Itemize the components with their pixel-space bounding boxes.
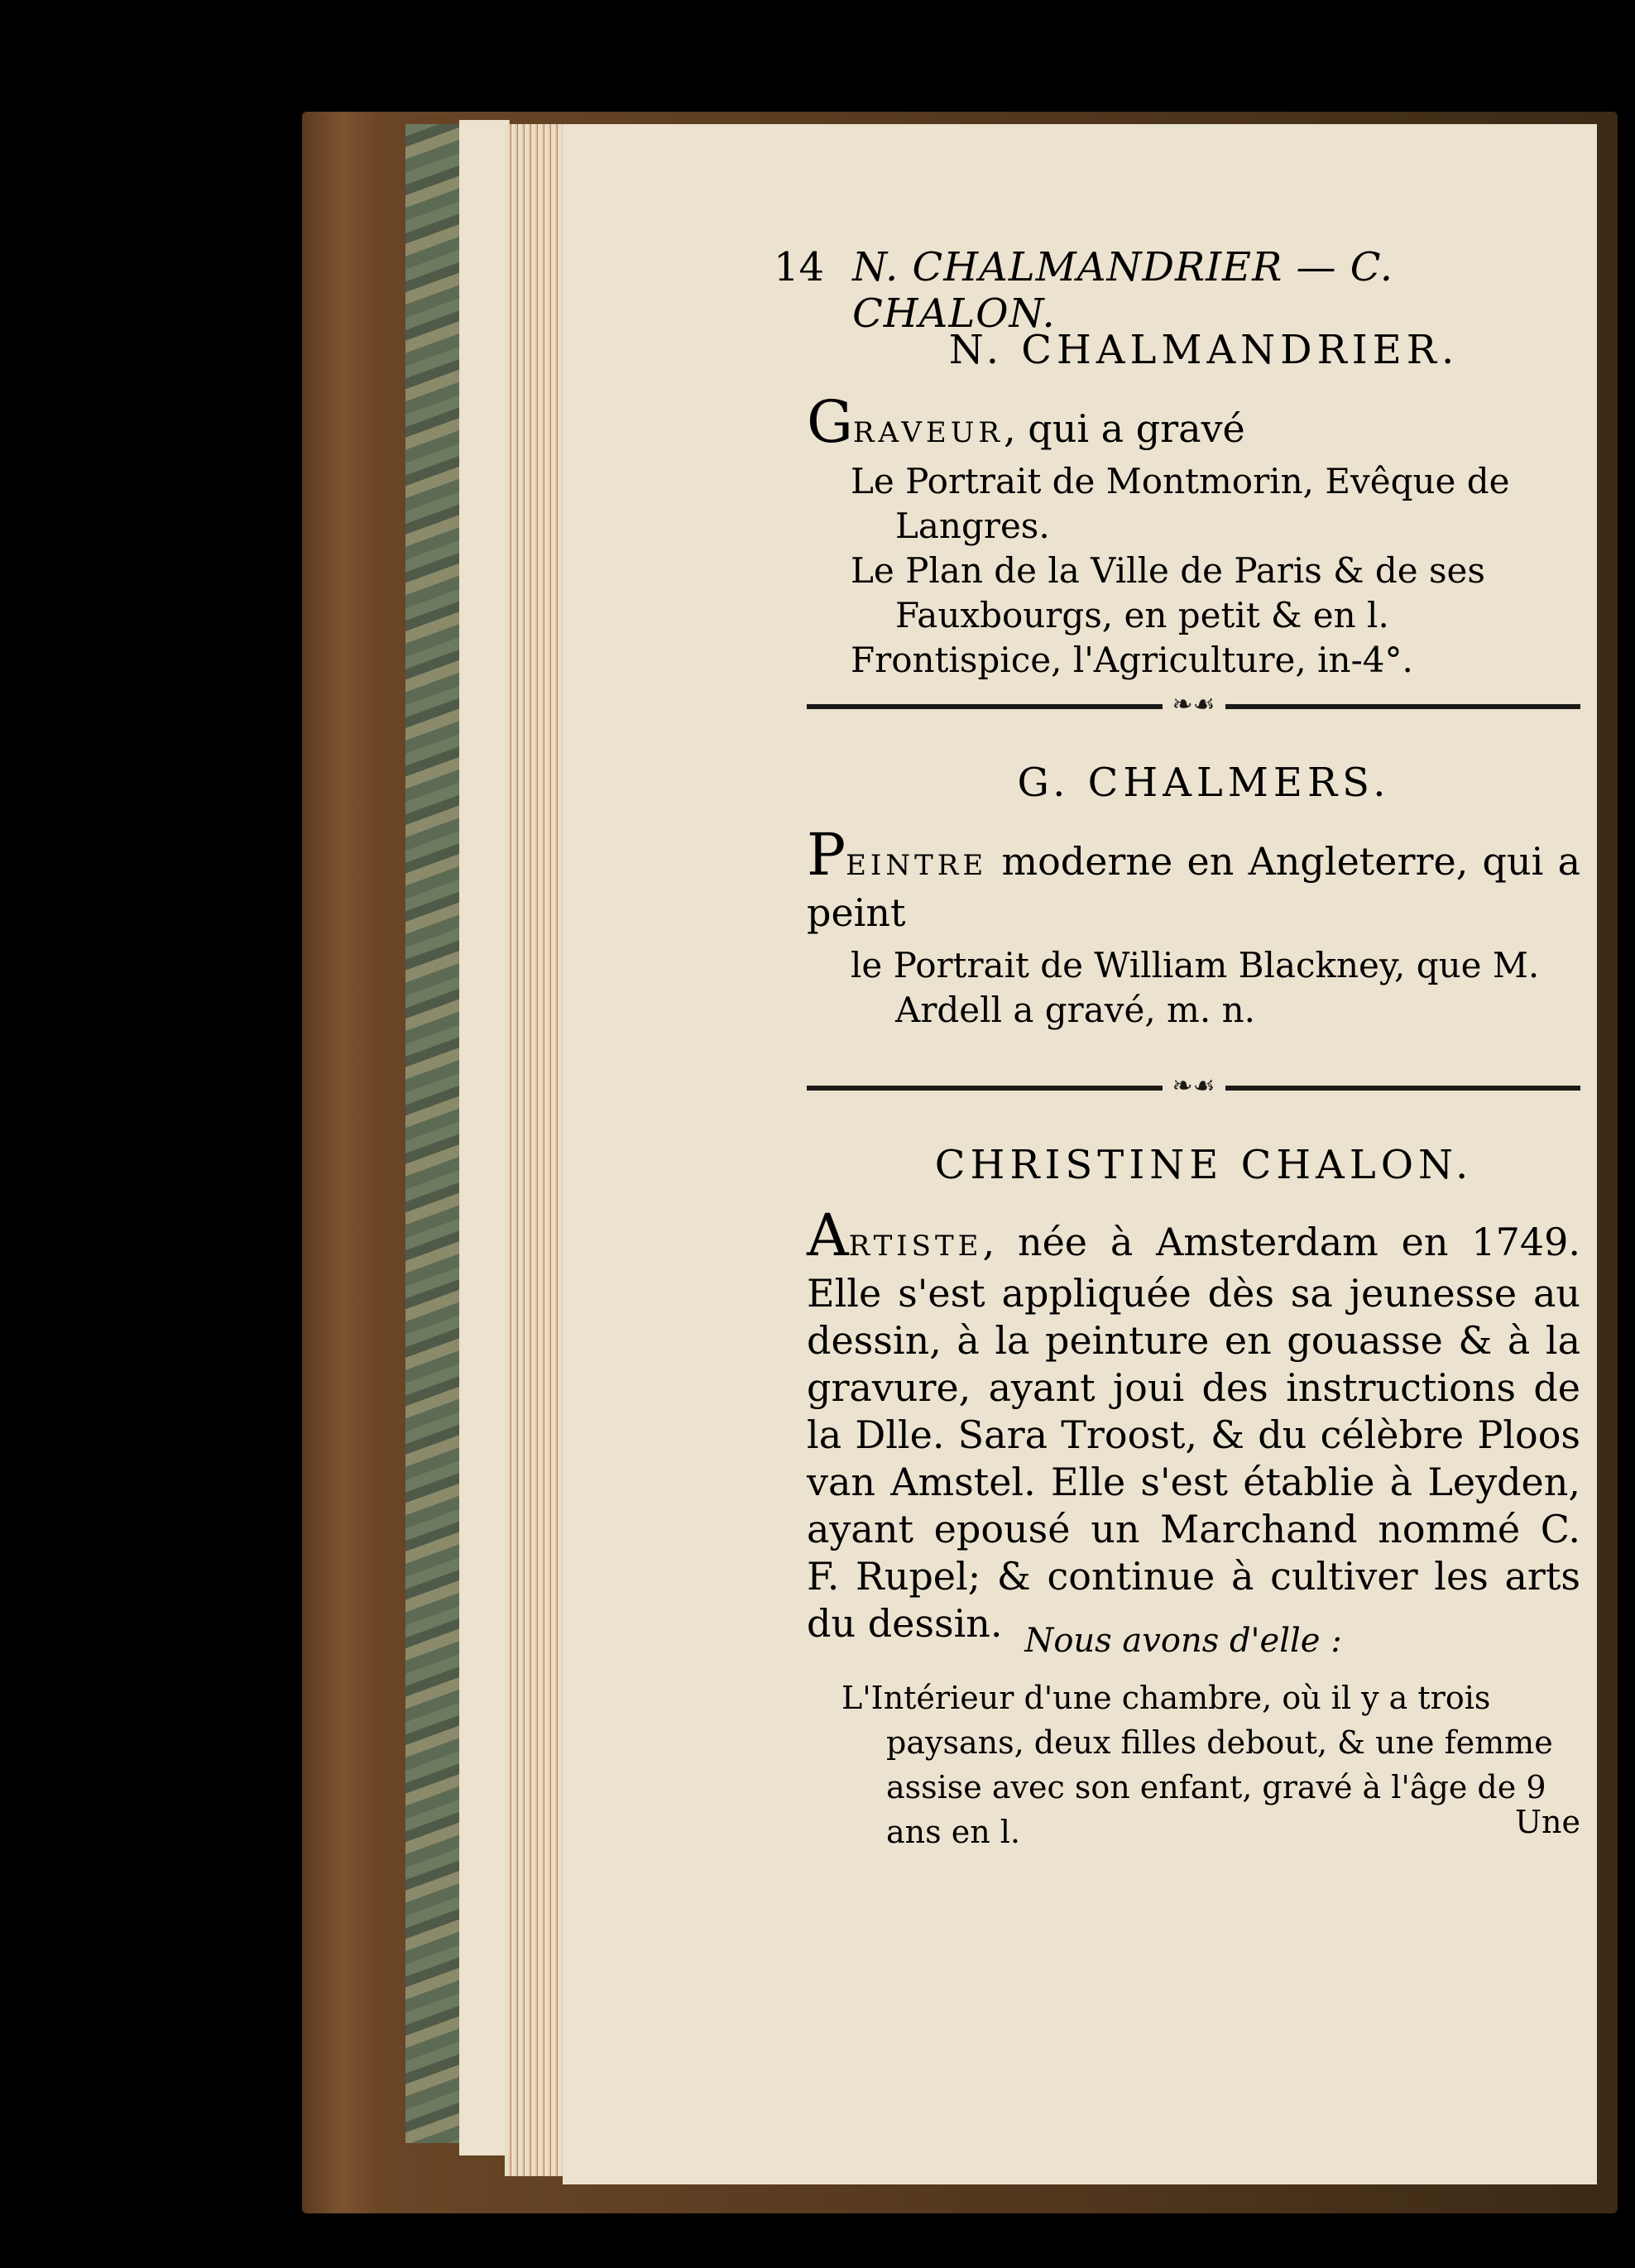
- lead-smallcaps: RTISTE: [848, 1230, 983, 1263]
- work-item: Frontispice, l'Agriculture, in-4°.: [851, 640, 1413, 680]
- works-subheading: Nous avons d'elle :: [1024, 1622, 1342, 1660]
- initial-letter: G: [807, 388, 853, 456]
- lead-text: , qui a gravé: [1004, 406, 1245, 451]
- catchword: Une: [1515, 1804, 1580, 1840]
- fleuron-icon: ❧☙: [1162, 690, 1225, 719]
- work-item: Le Portrait de Montmorin, Evêque de Langres.: [851, 461, 1510, 546]
- lead-smallcaps: RAVEUR: [852, 416, 1004, 449]
- works-list: [851, 943, 1583, 1033]
- running-head: [774, 244, 1585, 337]
- lead-smallcaps: EINTRE: [846, 849, 988, 882]
- ornamental-rule: [807, 690, 1580, 719]
- endpaper: [459, 120, 510, 2155]
- entry-heading: N. CHALMANDRIER.: [948, 327, 1460, 373]
- work-item: L'Intérieur d'une chambre, où il y a trois paysans, deux filles debout, & une femme assise avec son enfant, gravé à l'âge de 9 ans en l.: [841, 1680, 1553, 1850]
- running-title: N. CHALMANDRIER — C. CHALON.: [852, 244, 1394, 337]
- page-edges: [505, 124, 563, 2176]
- lead-text: , née à Amsterdam en 1749. Elle s'est appliquée dès sa jeunesse au dessin, à la peinture en gouasse & à la gravure, ayant joui des instructions de la Dlle. Sara Troost, & du célèbre Ploos van Amstel. Elle s'est établie à Leyden, ayant epousé un Marchand nommé C. F. Rupel; & continue à cultiver les arts du dessin.: [807, 1220, 1580, 1646]
- lead-text: moderne en Angleterre, qui a peint: [807, 839, 1580, 935]
- entry-heading: CHRISTINE CHALON.: [934, 1142, 1474, 1188]
- works-list: [841, 1676, 1582, 1854]
- entry-heading: G. CHALMERS.: [1017, 760, 1391, 806]
- entry-lead: [807, 388, 1580, 457]
- fleuron-icon: ❧☙: [1162, 1072, 1225, 1100]
- ornamental-rule: [807, 1072, 1580, 1100]
- entry-lead: [807, 821, 1580, 937]
- entry-lead: [807, 1201, 1580, 1647]
- initial-letter: P: [807, 821, 846, 889]
- work-item: Le Plan de la Ville de Paris & de ses Fauxbourgs, en petit & en l.: [851, 550, 1485, 635]
- works-list: [851, 459, 1583, 683]
- work-item: le Portrait de William Blackney, que M. Ardell a gravé, m. n.: [851, 945, 1540, 1030]
- initial-letter: A: [807, 1201, 849, 1269]
- page-number: 14: [774, 244, 825, 290]
- marbled-edge: [405, 124, 459, 2143]
